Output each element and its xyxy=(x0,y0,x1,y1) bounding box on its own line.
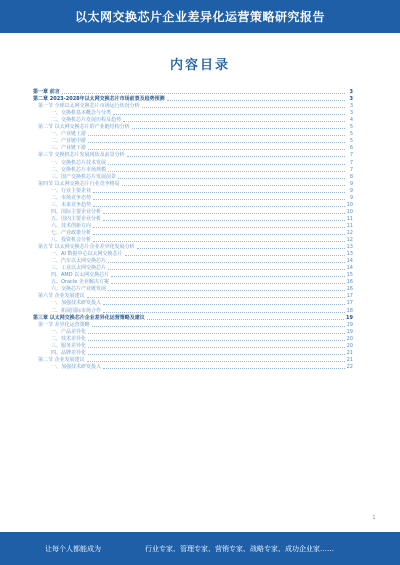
toc-entry[interactable] xyxy=(33,215,353,222)
toc-entry-page: 14 xyxy=(346,265,353,272)
toc-entry-text: 三、未来竞争趋势 xyxy=(51,201,92,208)
toc-entry[interactable] xyxy=(33,88,353,95)
toc-leader-dots xyxy=(108,171,345,172)
toc-leader-dots xyxy=(142,107,345,108)
toc-entry-page: 7 xyxy=(349,152,353,159)
toc-entry[interactable] xyxy=(33,151,353,158)
toc-leader-dots xyxy=(167,100,345,101)
toc-leader-dots xyxy=(87,297,345,298)
toc-entry-text: 五、Oracle 企业解决方案 xyxy=(51,279,109,286)
toc-entry-text: 一、AI 数据中心以太网交换芯片 xyxy=(51,251,123,258)
toc-entry-text: 三、工业以太网交换芯片 xyxy=(51,265,107,272)
toc-leader-dots xyxy=(123,121,345,122)
toc-leader-dots xyxy=(108,164,345,165)
toc-entry[interactable] xyxy=(33,299,353,306)
toc-leader-dots xyxy=(122,185,345,186)
toc-entry-text: 一、行业主要企业 xyxy=(51,187,92,194)
toc-entry[interactable] xyxy=(33,229,353,236)
toc-entry-text: 六、交换芯片产业链发展 xyxy=(51,286,107,293)
toc-entry-page: 10 xyxy=(346,208,353,215)
toc-entry[interactable] xyxy=(33,363,353,370)
toc-entry-page: 6 xyxy=(349,145,353,152)
toc-entry-page: 12 xyxy=(346,237,353,244)
toc-entry[interactable] xyxy=(33,116,353,123)
toc-entry-page: 5 xyxy=(349,131,353,138)
toc-entry[interactable] xyxy=(33,328,353,335)
toc-entry[interactable] xyxy=(33,144,353,151)
toc-entry-text: 一、加强技术研发投入 xyxy=(51,363,102,370)
toc-entry-page: 7 xyxy=(349,159,353,166)
toc-leader-dots xyxy=(125,255,345,256)
toc-entry-text: 二、汽车以太网交换芯片 xyxy=(51,258,107,265)
toc-entry-text: 三、国产交换机芯片发展前景 xyxy=(51,173,117,180)
toc-leader-dots xyxy=(111,283,345,284)
toc-leader-dots xyxy=(88,135,345,136)
toc-leader-dots xyxy=(103,368,345,369)
toc-leader-dots xyxy=(108,262,345,263)
toc-entry[interactable] xyxy=(33,102,353,109)
toc-entry[interactable] xyxy=(33,222,353,229)
toc-entry-page: 19 xyxy=(346,328,353,335)
toc-leader-dots xyxy=(62,93,345,94)
toc-leader-dots xyxy=(87,361,345,362)
toc-entry-page: 9 xyxy=(349,180,353,187)
toc-entry-text: 二、拓展国际市场合作 xyxy=(51,307,102,314)
toc-entry-page: 3 xyxy=(349,110,353,117)
toc-entry[interactable] xyxy=(33,243,353,250)
toc-entry[interactable] xyxy=(33,356,353,363)
toc-entry-text: 八、投资机会分析 xyxy=(51,237,92,244)
toc-entry-page: 9 xyxy=(349,194,353,201)
toc-entry-page: 5 xyxy=(349,124,353,131)
toc-leader-dots xyxy=(103,220,345,221)
toc-leader-dots xyxy=(127,156,345,157)
toc-leader-dots xyxy=(93,206,345,207)
toc-leader-dots xyxy=(103,213,345,214)
toc-entry-page: 5 xyxy=(349,138,353,145)
toc-entry-text: 七、产业政策分析 xyxy=(51,229,92,236)
toc-entry[interactable] xyxy=(33,285,353,292)
toc-entry-page: 17 xyxy=(346,300,353,307)
toc-entry-text: 第三节 交换机芯片发展现状及前景分析 xyxy=(38,152,125,159)
toc-leader-dots xyxy=(93,192,345,193)
toc-entry[interactable] xyxy=(33,335,353,342)
toc-entry-text: 第六节 企业发展建议 xyxy=(38,293,85,300)
toc-entry[interactable] xyxy=(33,137,353,144)
toc-entry-page: 19 xyxy=(346,314,353,321)
footer-slogan-right: 行业专家、管理专家、营销专家、战略专家、成功企业家…… xyxy=(145,544,334,553)
toc-leader-dots xyxy=(147,319,344,320)
toc-entry[interactable] xyxy=(33,95,353,102)
toc-leader-dots xyxy=(88,347,345,348)
toc-entry-text: 四、AMD 以太网交换芯片 xyxy=(51,272,110,279)
toc-entry[interactable] xyxy=(33,130,353,137)
toc-entry-page: 21 xyxy=(346,349,353,356)
toc-leader-dots xyxy=(93,241,345,242)
toc-entry-text: 六、技术创新方向 xyxy=(51,222,92,229)
toc-entry-page: 3 xyxy=(349,96,353,103)
toc-entry[interactable] xyxy=(33,292,353,299)
toc-entry-page: 4 xyxy=(349,117,353,124)
toc-entry-page: 3 xyxy=(349,89,353,96)
toc-entry-text: 一、加强技术研发投入 xyxy=(51,300,102,307)
toc-entry[interactable] xyxy=(33,208,353,215)
toc-entry[interactable] xyxy=(33,264,353,271)
toc-entry-text: 四、品牌差异化 xyxy=(51,349,87,356)
toc-entry-page: 19 xyxy=(346,321,353,328)
report-footer xyxy=(0,532,400,565)
toc-entry-page: 18 xyxy=(346,307,353,314)
toc-leader-dots xyxy=(103,304,345,305)
toc-entry-text: 一、产业链上游 xyxy=(51,131,87,138)
toc-entry-page: 13 xyxy=(346,251,353,258)
toc-entry-text: 二、交换机芯片发展历程及趋势 xyxy=(51,117,122,124)
toc-leader-dots xyxy=(118,178,345,179)
toc-entry-page: 11 xyxy=(346,215,353,222)
toc-entry-text: 四、国际主要企业分析 xyxy=(51,208,102,215)
toc-entry-page: 11 xyxy=(346,222,353,229)
toc-entry[interactable] xyxy=(33,201,353,208)
toc-leader-dots xyxy=(88,333,345,334)
toc-entry[interactable] xyxy=(33,123,353,130)
toc-entry-page: 16 xyxy=(346,286,353,293)
toc-leader-dots xyxy=(132,128,345,129)
report-title: 以太网交换芯片企业差异化运营策略研究报告 xyxy=(74,10,325,24)
toc-entry-page: 15 xyxy=(346,272,353,279)
toc-entry[interactable] xyxy=(33,306,353,313)
toc-entry-page: 7 xyxy=(349,166,353,173)
toc-entry-text: 第二章 2023-2028年以太网交换芯片市场前景及趋势预测 xyxy=(33,96,165,103)
toc-leader-dots xyxy=(92,326,345,327)
toc-leader-dots xyxy=(88,340,345,341)
toc-entry-page: 13 xyxy=(346,244,353,251)
page-number: 1 xyxy=(372,515,376,521)
toc-entry[interactable] xyxy=(33,180,353,187)
toc-entry-page: 21 xyxy=(346,356,353,363)
toc-leader-dots xyxy=(103,312,345,313)
toc-entry-text: 二、交换机芯片市场规模 xyxy=(51,166,107,173)
table-of-contents xyxy=(33,88,353,370)
toc-entry-text: 第一节 差异化运营策略 xyxy=(38,321,90,328)
toc-entry[interactable] xyxy=(33,314,353,321)
toc-leader-dots xyxy=(88,149,345,150)
toc-leader-dots xyxy=(93,234,345,235)
report-header xyxy=(0,0,400,33)
toc-entry-text: 五、国内主要企业分析 xyxy=(51,215,102,222)
toc-entry-text: 一、交换机基本概念与分类 xyxy=(51,110,112,117)
toc-entry[interactable] xyxy=(33,173,353,180)
toc-leader-dots xyxy=(111,276,344,277)
toc-entry-text: 第二节 企业发展建议 xyxy=(38,356,85,363)
toc-entry[interactable] xyxy=(33,109,353,116)
toc-entry-page: 16 xyxy=(346,279,353,286)
toc-entry-text: 第四节 以太网交换芯片行业竞争格局 xyxy=(38,180,120,187)
toc-entry-page: 22 xyxy=(346,363,353,370)
toc-entry-page: 8 xyxy=(349,173,353,180)
toc-entry[interactable] xyxy=(33,271,353,278)
toc-entry-text: 一、交换机芯片技术发展 xyxy=(51,159,107,166)
toc-leader-dots xyxy=(88,142,345,143)
toc-entry-page: 10 xyxy=(346,201,353,208)
toc-entry-page: 12 xyxy=(346,229,353,236)
toc-entry[interactable] xyxy=(33,278,353,285)
toc-entry-page: 20 xyxy=(346,342,353,349)
toc-entry-text: 一、产品差异化 xyxy=(51,328,87,335)
toc-leader-dots xyxy=(108,290,345,291)
toc-entry-page: 9 xyxy=(349,187,353,194)
footer-slogan-left: 让每个人都能成为 xyxy=(45,544,101,553)
toc-entry[interactable] xyxy=(33,342,353,349)
toc-leader-dots xyxy=(137,248,345,249)
toc-entry[interactable] xyxy=(33,349,353,356)
toc-entry-text: 三、产业链下游 xyxy=(51,145,87,152)
toc-entry-text: 二、产业链中游 xyxy=(51,138,87,145)
toc-entry[interactable] xyxy=(33,158,353,165)
toc-entry[interactable] xyxy=(33,187,353,194)
toc-leader-dots xyxy=(113,114,345,115)
toc-entry-text: 第一章 前言 xyxy=(33,89,60,96)
toc-entry-page: 14 xyxy=(346,258,353,265)
toc-entry-text: 二、市场竞争态势 xyxy=(51,194,92,201)
toc-leader-dots xyxy=(88,354,345,355)
toc-entry-page: 20 xyxy=(346,335,353,342)
toc-entry-text: 二、技术差异化 xyxy=(51,335,87,342)
toc-entry-page: 17 xyxy=(346,293,353,300)
toc-leader-dots xyxy=(93,199,345,200)
toc-entry-text: 第五节 以太网交换芯片企业差异化发展分析 xyxy=(38,244,135,251)
toc-entry-page: 3 xyxy=(349,103,353,110)
toc-leader-dots xyxy=(93,227,345,228)
toc-entry-text: 第三章 以太网交换芯片企业差异化运营策略及建议 xyxy=(33,314,145,321)
toc-heading: 内容目录 xyxy=(169,58,230,73)
toc-entry[interactable] xyxy=(33,194,353,201)
toc-entry[interactable] xyxy=(33,257,353,264)
toc-entry-text: 三、服务差异化 xyxy=(51,342,87,349)
toc-entry[interactable] xyxy=(33,250,353,257)
toc-entry[interactable] xyxy=(33,236,353,243)
toc-entry-text: 第一节 全球以太网交换芯片市场运行状况分析 xyxy=(38,103,140,110)
toc-entry-text: 第二节 以太网交换芯片的产业链结构分析 xyxy=(38,124,130,131)
toc-entry[interactable] xyxy=(33,166,353,173)
toc-leader-dots xyxy=(108,269,345,270)
toc-entry[interactable] xyxy=(33,321,353,328)
